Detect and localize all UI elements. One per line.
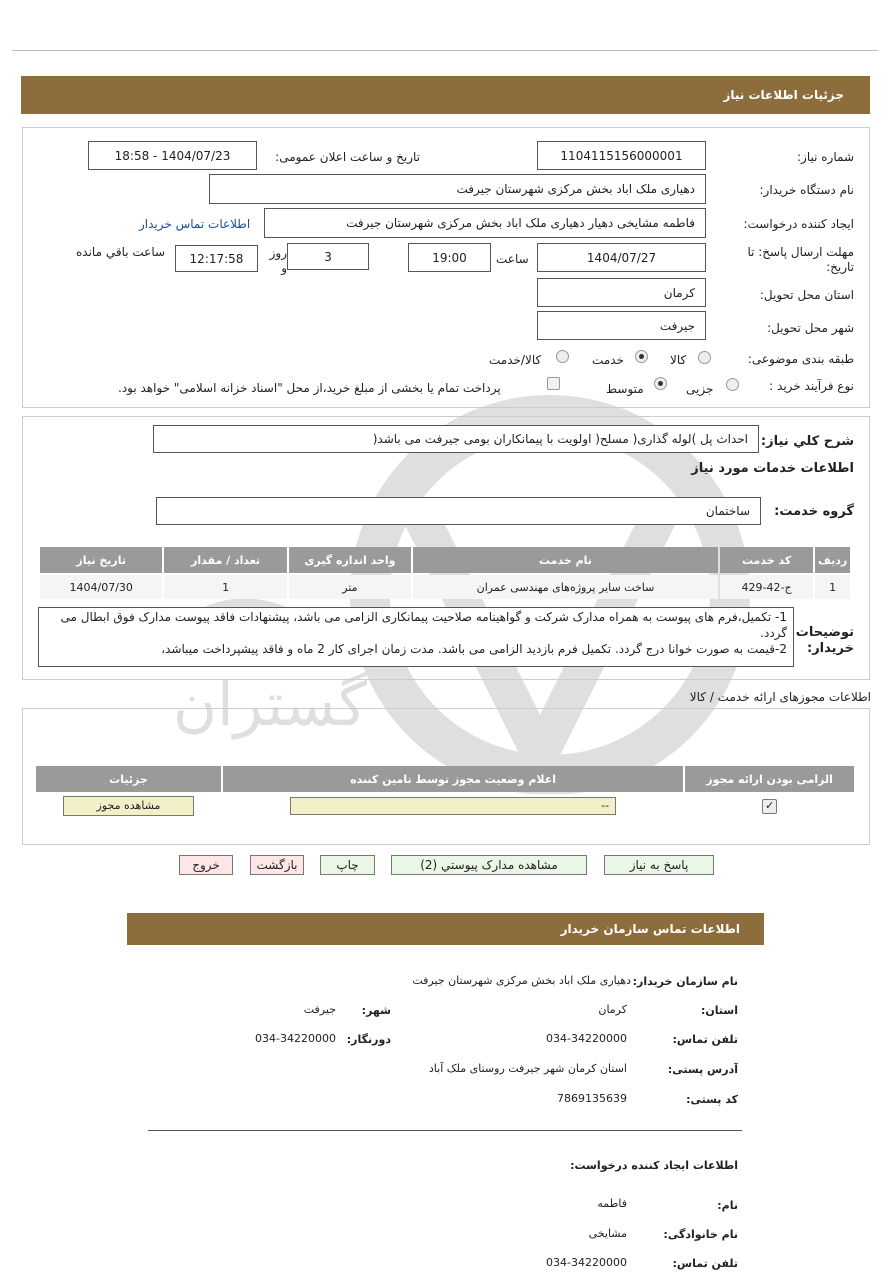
announce-field: 1404/07/23 - 18:58 xyxy=(88,141,257,170)
top-divider xyxy=(12,50,878,51)
table-row xyxy=(36,794,854,818)
cell-qty: 1 xyxy=(164,575,286,599)
permit-status-cell xyxy=(223,794,683,818)
cell-row: 1 xyxy=(815,575,850,599)
category-goods-radio[interactable] xyxy=(698,351,711,364)
service-group-field: ساختمان xyxy=(156,497,761,525)
permits-table-header xyxy=(36,766,854,792)
contact-org-value: دهیاری ملک اباد بخش مرکزی شهرستان جیرفت xyxy=(412,974,631,987)
need-number-label: شماره نیاز: xyxy=(797,150,854,164)
contact-city-value: جیرفت xyxy=(303,1003,336,1016)
service-group-label: گروه خدمت: xyxy=(774,504,854,519)
creator-field: فاطمه مشایخی دهیار دهیاری ملک اباد بخش مرکزی شهرستان جیرفت xyxy=(264,208,706,238)
contact-header xyxy=(127,913,764,945)
contact-address-label: آدرس پستی: xyxy=(667,1063,738,1076)
process-partial-radio[interactable] xyxy=(726,378,739,391)
city-field: جیرفت xyxy=(537,311,706,340)
permits-table xyxy=(34,764,856,820)
cell-code: ج-42-429 xyxy=(720,575,813,599)
description-label: شرح کلي نیاز: xyxy=(760,434,854,449)
col-unit: واحد اندازه گیری xyxy=(289,547,411,573)
remaining-label: ساعت باقي مانده xyxy=(76,245,166,259)
province-label: استان محل تحویل: xyxy=(759,288,854,302)
province-field: کرمان xyxy=(537,278,706,307)
attachments-button[interactable]: مشاهده مدارک پیوستي (2) xyxy=(391,855,587,875)
col-date: تاریخ نیاز xyxy=(40,547,162,573)
contact-org-label: نام سازمان خریدار: xyxy=(632,975,738,988)
contact-divider xyxy=(148,1130,742,1131)
days-field: 3 xyxy=(287,243,369,270)
services-title: اطلاعات خدمات مورد نیاز xyxy=(691,461,854,476)
permit-required-checkbox[interactable]: ✓ xyxy=(762,799,777,814)
col-qty: تعداد / مقدار xyxy=(164,547,286,573)
process-medium-radio[interactable] xyxy=(654,377,667,390)
creator-name-label: نام: xyxy=(717,1199,738,1212)
col-permit-status: اعلام وضعیت مجوز توسط تامین کننده xyxy=(223,766,683,792)
need-number-field: 1104115156000001 xyxy=(537,141,706,170)
services-table-header xyxy=(40,547,850,573)
buyer-contact-link[interactable]: اطلاعات تماس خریدار xyxy=(139,217,251,231)
col-row: ردیف xyxy=(815,547,850,573)
deadline-time-label: ساعت xyxy=(496,252,529,266)
exit-button[interactable]: خروج xyxy=(179,855,233,875)
cell-date: 1404/07/30 xyxy=(40,575,162,599)
remaining-time-field: 12:17:58 xyxy=(175,245,258,272)
buyer-notes-label: توضیحات خریدار: xyxy=(795,625,854,656)
days-label: روز و xyxy=(269,246,287,275)
page-header xyxy=(21,76,870,114)
process-label: نوع فرآیند خرید : xyxy=(769,379,854,393)
creator-phone-label: تلفن تماس: xyxy=(672,1257,738,1270)
col-name: نام خدمت xyxy=(413,547,718,573)
cell-name: ساخت سایر پروژه‌های مهندسی عمران xyxy=(413,575,718,599)
buyer-org-field: دهیاری ملک اباد بخش مرکزی شهرستان جیرفت xyxy=(209,174,706,204)
deadline-label: مهلت ارسال پاسخ: تا تاریخ: xyxy=(747,245,854,274)
contact-fax-value: 034-34220000 xyxy=(255,1032,336,1045)
deadline-date-field: 1404/07/27 xyxy=(537,243,706,272)
creator-label: ایجاد کننده درخواست: xyxy=(743,217,854,231)
category-goods-service-radio[interactable] xyxy=(556,350,569,363)
cell-unit: متر xyxy=(289,575,411,599)
deadline-time-field: 19:00 xyxy=(408,243,491,272)
creator-name-value: فاطمه xyxy=(597,1197,627,1210)
city-label: شهر محل تحویل: xyxy=(767,321,854,335)
process-partial-label: جزیی xyxy=(686,382,714,396)
back-button[interactable]: بازگشت xyxy=(250,855,304,875)
contact-province-label: استان: xyxy=(701,1004,738,1017)
col-permit-details: جزئیات xyxy=(36,766,221,792)
col-code: کد خدمت xyxy=(720,547,813,573)
process-medium-label: متوسط xyxy=(606,382,644,396)
description-field: احداث پل )لوله گذاری( مسلح( اولویت با پیمانکاران بومی جیرفت می باشد( xyxy=(153,425,759,453)
reply-button[interactable]: پاسخ به نیاز xyxy=(604,855,714,875)
page-title: جزئیات اطلاعات نیاز xyxy=(723,88,844,102)
creator-phone-value: 034-34220000 xyxy=(546,1256,627,1269)
contact-fax-label: دورنگار: xyxy=(346,1033,391,1046)
col-permit-required: الزامی بودن ارائه مجوز xyxy=(685,766,854,792)
watermark-text: گستران xyxy=(172,670,368,740)
permit-status-field[interactable]: -- xyxy=(290,797,616,815)
category-service-label: خدمت xyxy=(592,353,624,367)
contact-province-value: کرمان xyxy=(598,1003,627,1016)
contact-phone-value: 034-34220000 xyxy=(546,1032,627,1045)
contact-postal-label: کد پستی: xyxy=(686,1093,738,1106)
payment-note: پرداخت تمام یا بخشی از مبلغ خرید،از محل "اسناد خزانه اسلامی" خواهد بود. xyxy=(118,381,501,395)
permit-details-cell xyxy=(36,794,221,818)
category-service-radio[interactable] xyxy=(635,350,648,363)
table-row xyxy=(40,575,850,599)
creator-family-label: نام خانوادگی: xyxy=(663,1228,738,1241)
buyer-notes-box xyxy=(38,607,794,667)
payment-treasury-checkbox[interactable] xyxy=(547,377,560,390)
category-goods-label: کالا xyxy=(670,353,687,367)
creator-family-value: مشایخی xyxy=(588,1227,627,1240)
contact-phone-label: تلفن تماس: xyxy=(672,1033,738,1046)
buyer-notes-line1: 1- تکمیل،فرم های پیوست به همراه مدارک شرکت و گواهینامه صلاحیت پیمانکاری الزامی می باشد، پیشنهادات فاقد پیوست مدارک فوق ابطال می گردد. xyxy=(60,610,787,640)
view-permit-button[interactable]: مشاهده مجوز xyxy=(63,796,194,816)
permit-required-cell xyxy=(685,794,854,818)
contact-city-label: شهر: xyxy=(361,1004,391,1017)
category-goods-service-label: کالا/خدمت xyxy=(489,353,542,367)
print-button[interactable]: چاپ xyxy=(320,855,375,875)
creator-info-title: اطلاعات ایجاد کننده درخواست: xyxy=(570,1159,738,1172)
permits-title: اطلاعات مجوزهای ارائه خدمت / کالا xyxy=(689,690,871,704)
buyer-org-label: نام دستگاه خریدار: xyxy=(759,183,854,197)
buyer-notes-line2: 2-قیمت به صورت خوانا درج گردد. تکمیل فرم بازدید الزامی می باشد. مدت زمان اجرای کار 2 ماه و فاقد پیشپرداخت میباشد، xyxy=(161,642,787,656)
contact-postal-value: 7869135639 xyxy=(557,1092,627,1105)
contact-address-value: استان کرمان شهر جیرفت روستای ملک آباد xyxy=(428,1062,627,1075)
services-table xyxy=(38,545,852,601)
announce-label: تاریخ و ساعت اعلان عمومی: xyxy=(275,150,420,164)
contact-title: اطلاعات تماس سازمان خریدار xyxy=(560,922,740,936)
category-label: طبقه بندی موضوعی: xyxy=(747,352,854,366)
